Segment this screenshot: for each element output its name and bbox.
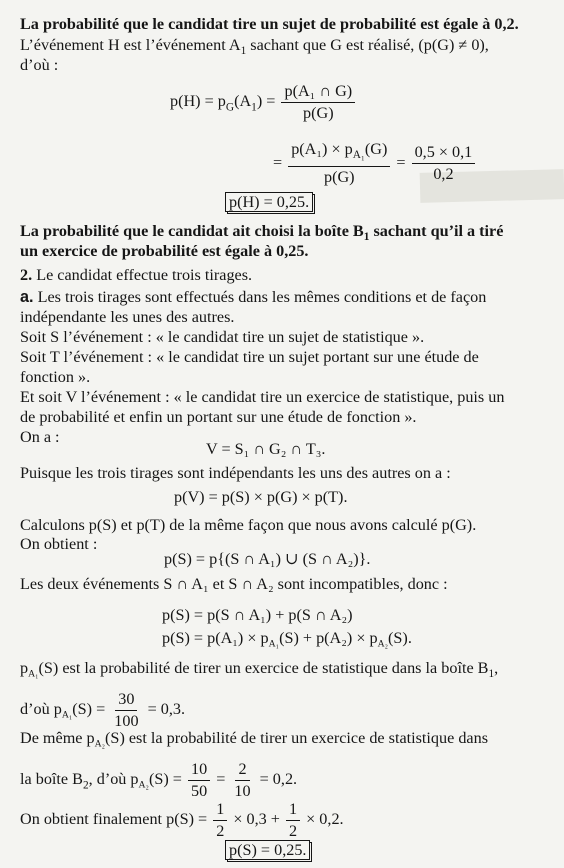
incompatible-text: Les deux événements S ∩ A₁ et S ∩ A₂ sont incompatibles, donc : <box>20 575 448 593</box>
question-a-line1: a. Les trois tirages sont effectués dans les mêmes conditions et de façon <box>20 288 487 306</box>
result-ps: p(S) = 0,25. <box>223 840 310 860</box>
equation-pa1: d’où $p_{A_1}(S)$ = $\frac{30}{100}$ = 0,3. <box>20 690 186 730</box>
heading-prob-boite: La probabilité que le candidat ait choisi la boîte $B_1$ sachant qu’il a tiré <box>20 222 504 244</box>
heading-prob-sujet: La probabilité que le candidat tire un sujet de probabilité est égale à 0,2. <box>20 15 519 33</box>
equation-ph: $p(H) = p_G(A_1)$ = $\frac{\text{p(A₁ ∩ G)}}{p(G)}$ <box>170 82 357 123</box>
equation-v: V = S₁ ∩ G₂ ∩ T₃. <box>206 440 326 458</box>
question-2: 2. Le candidat effectue trois tirages. <box>20 266 253 284</box>
equation-ps-sum: p(S) = p(S ∩ A₁) + p(S ∩ A₂) <box>162 606 353 624</box>
def-s: Soit S l’événement : « le candidat tire un sujet de statistique ». <box>20 328 425 346</box>
calc-text: Calculons p(S) et p(T) de la même façon que nous avons calculé p(G). <box>20 516 477 534</box>
on-a-label: On a : <box>20 428 60 446</box>
equation-ps-union: p(S) = p{(S ∩ A₁) ∪ (S ∩ A₂)}. <box>164 550 371 568</box>
on-obtient-label: On obtient : <box>20 535 98 553</box>
pa2-definition: De même $p_{A_2}(S)$ est la probabilité de tirer un exercice de statistique dans <box>20 729 489 750</box>
def-t-line2: fonction ». <box>20 368 91 386</box>
heading-prob-boite-2: un exercice de probabilité est égale à 0,25. <box>20 242 309 260</box>
def-v-line1: Et soit V l’événement : « le candidat tire un exercice de statistique, puis un <box>20 388 505 406</box>
independence-text: Puisque les trois tirages sont indépendants les uns des autres on a : <box>20 464 451 482</box>
question-a-line2: indépendante les unes des autres. <box>20 308 235 326</box>
pa1-definition: $p_{A_1}(S)$ est la probabilité de tirer un exercice de statistique dans la boîte $B_1$, <box>20 659 499 681</box>
def-t-line1: Soit T l’événement : « le candidat tire un sujet portant sur une étude de <box>20 348 479 366</box>
event-h-line2: d’où : <box>20 56 59 74</box>
equation-pa2: la boîte $B_2$, d’où $p_{A_2}(S)$ = $\frac{10}{50}$ = $\frac{2}{10}$ = 0,2. <box>20 760 298 800</box>
equation-ps-total: $p(S) = p(A_1) \times p_{A_1}(S) + p(A_2) \times p_{A_2}(S)$. <box>162 629 412 650</box>
result-ph: p(H) = 0,25. <box>223 192 313 212</box>
def-v-line2: de probabilité et enfin un portant sur une étude de fonction ». <box>20 408 417 426</box>
event-h-line1: L’événement H est l’événement $A_1$ sachant que G est réalisé, (p(G) ≠ 0), <box>20 36 489 58</box>
equation-pv: p(V) = p(S) × p(G) × p(T). <box>174 488 348 506</box>
equation-ps-final: On obtient finalement p(S) = $\frac{1}{2}$ × 0,3 + $\frac{1}{2}$ × 0,2. <box>20 800 344 840</box>
equation-ph-calc: = $\frac{p(A_1) \times p_{A_1}(G)}{p(G)}$ = $\frac{0,5 \times 0,1}{0,2}$ <box>273 140 477 187</box>
